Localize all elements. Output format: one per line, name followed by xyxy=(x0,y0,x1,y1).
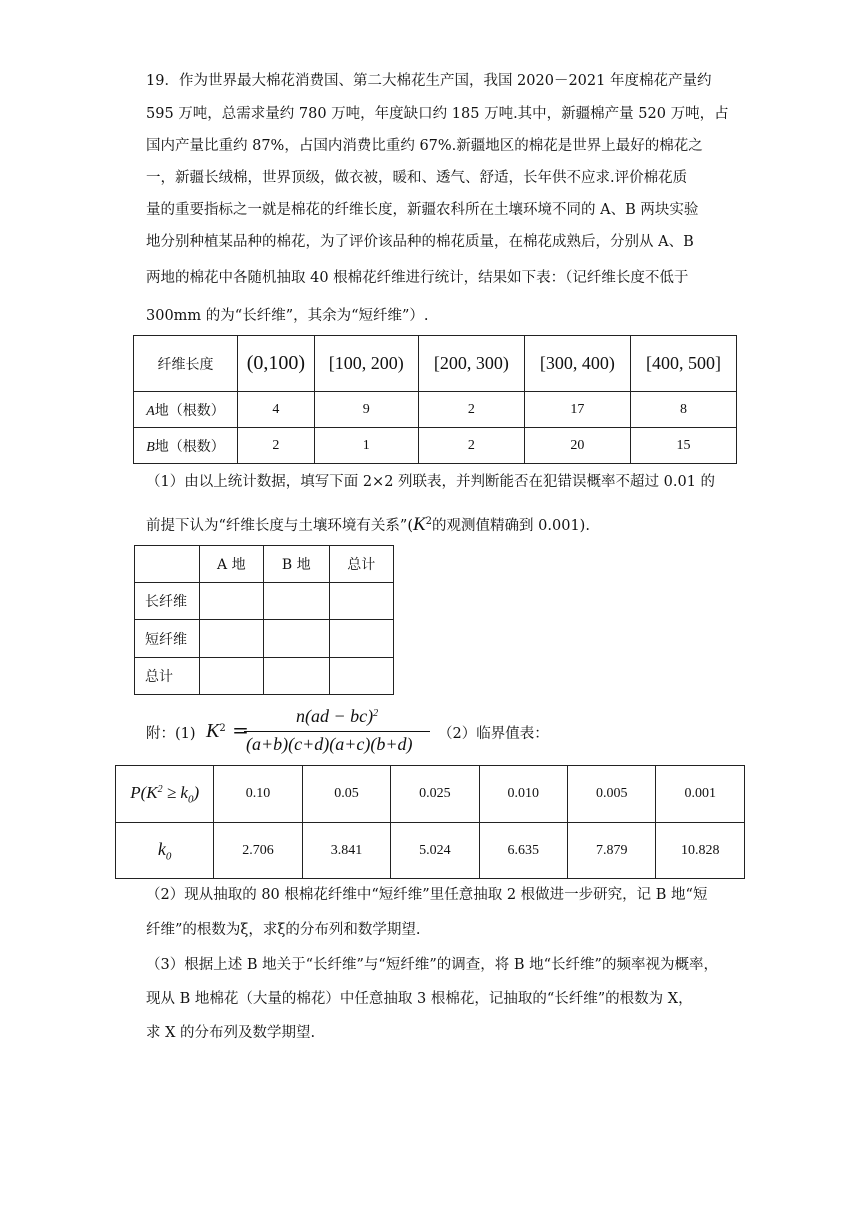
fiber-length-table xyxy=(133,335,737,464)
count-cell: 4 xyxy=(238,392,315,428)
prob-cell: 0.001 xyxy=(656,766,745,823)
blank-cell[interactable] xyxy=(329,583,394,620)
blank-cell[interactable] xyxy=(264,583,329,620)
row-header-total: 总计 xyxy=(135,658,200,695)
count-cell: 9 xyxy=(314,392,418,428)
blank-cell[interactable] xyxy=(199,620,263,658)
intro-line: 595 万吨，总需求量约 780 万吨，年度缺口约 185 万吨.其中，新疆棉产量 520 万吨，占 xyxy=(146,106,729,122)
part2-line1: （2）现从抽取的 80 根棉花纤维中“短纤维”里任意抽取 2 根做进一步研究，记 B 地“短 xyxy=(146,887,708,903)
fraction-bar xyxy=(244,731,430,732)
interval-cell: [100, 200) xyxy=(314,336,418,392)
row-header-short: 短纤维 xyxy=(135,620,200,658)
blank-cell[interactable] xyxy=(329,658,394,695)
formula-lhs: $K^2$ = xyxy=(206,718,249,742)
col-header-a: A 地 xyxy=(199,546,263,583)
count-cell: 20 xyxy=(524,428,630,464)
blank-cell[interactable] xyxy=(199,583,263,620)
part1-line2: 前提下认为“纤维长度与土壤环境有关系$”(K^2$的观测值精确到 0.001). xyxy=(146,514,590,535)
count-cell: 2 xyxy=(418,392,524,428)
critical-value-table xyxy=(115,765,745,879)
interval-cell: [300, 400) xyxy=(524,336,630,392)
prob-cell: 0.025 xyxy=(391,766,479,823)
count-cell: 2 xyxy=(418,428,524,464)
intro-line: 地分别种植某品种的棉花，为了评价该品种的棉花质量，在棉花成熟后，分别从 A、B xyxy=(146,234,694,250)
row-header-long: 长纤维 xyxy=(135,583,200,620)
k-cell: 6.635 xyxy=(479,823,567,879)
table-row xyxy=(135,658,394,695)
count-cell: 2 xyxy=(238,428,315,464)
row-label-a: A地（根数） xyxy=(134,392,238,428)
blank-cell[interactable] xyxy=(199,658,263,695)
k-cell: 2.706 xyxy=(214,823,302,879)
count-cell: 1 xyxy=(314,428,418,464)
part3-line2: 现从 B 地棉花（大量的棉花）中任意抽取 3 根棉花，记抽取的“长纤维”的根数为 X， xyxy=(146,991,693,1007)
col-header-total: 总计 xyxy=(329,546,394,583)
count-cell: 15 xyxy=(630,428,736,464)
table-row xyxy=(135,583,394,620)
blank-cell[interactable] xyxy=(329,620,394,658)
intro-line: 一，新疆长绒棉，世界顶级，做衣被，暖和、透气、舒适，长年供不应求.评价棉花质 xyxy=(146,170,688,186)
k-cell: 5.024 xyxy=(391,823,479,879)
appendix-suffix: （2）临界值表： xyxy=(438,726,549,742)
blank-cell[interactable] xyxy=(264,658,329,695)
prob-cell: 0.010 xyxy=(479,766,567,823)
blank-cell[interactable] xyxy=(264,620,329,658)
table-row xyxy=(134,392,737,428)
k-cell: 3.841 xyxy=(302,823,390,879)
table-row xyxy=(116,823,745,879)
intro-line: 两地的棉花中各随机抽取 40 根棉花纤维进行统计，结果如下表：（记纤维长度不低于 xyxy=(146,270,689,286)
k-cell: 7.879 xyxy=(568,823,656,879)
formula-numerator: n(ad − bc)$^2$ xyxy=(296,706,379,726)
interval-cell: [200, 300) xyxy=(418,336,524,392)
contingency-table xyxy=(134,545,394,695)
appendix-prefix: 附：(1) xyxy=(146,726,196,742)
k-row-label: $k_0$ xyxy=(116,823,214,879)
header-fiber-length: 纤维长度 xyxy=(134,336,238,392)
intro-line: 19．作为世界最大棉花消费国、第二大棉花生产国，我国 2020－2021 年度棉花产量约 xyxy=(146,73,712,89)
part3-line3: 求 X 的分布列及数学期望. xyxy=(146,1025,316,1041)
interval-cell: (0,100) xyxy=(238,336,315,392)
intro-line: 国内产量比重约 87%，占国内消费比重约 67%.新疆地区的棉花是世界上最好的棉花之 xyxy=(146,138,703,154)
k-cell: 10.828 xyxy=(656,823,745,879)
count-cell: 8 xyxy=(630,392,736,428)
interval-cell: [400, 500] xyxy=(630,336,736,392)
formula-denominator: (a+b)(c+d)(a+c)(b+d) xyxy=(246,734,413,754)
prob-cell: 0.10 xyxy=(214,766,302,823)
part1-line1: （1）由以上统计数据，填写下面 2×2 列联表，并判断能否在犯错误概率不超过 0.01 的 xyxy=(146,474,716,490)
prob-cell: 0.05 xyxy=(302,766,390,823)
part3-line1: （3）根据上述 B 地关于“长纤维”与“短纤维”的调查，将 B 地“长纤维”的频率视为概率， xyxy=(146,957,718,973)
corner-cell xyxy=(135,546,200,583)
intro-line: 300mm 的为“长纤维”，其余为“短纤维”）. xyxy=(146,308,429,324)
table-row xyxy=(134,428,737,464)
prob-cell: 0.005 xyxy=(568,766,656,823)
col-header-b: B 地 xyxy=(264,546,329,583)
count-cell: 17 xyxy=(524,392,630,428)
intro-line: 量的重要指标之一就是棉花的纤维长度，新疆农科所在土壤环境不同的 A、B 两块实验 xyxy=(146,202,699,218)
table-row xyxy=(135,620,394,658)
row-label-b: B地（根数） xyxy=(134,428,238,464)
prob-row-label: $P(K^2 \ge k_0)$ xyxy=(116,766,214,823)
table-row xyxy=(116,766,745,823)
formula-fraction xyxy=(244,706,430,758)
part2-line2: 纤维”的根数为ξ，求ξ的分布列和数学期望. xyxy=(146,922,421,938)
